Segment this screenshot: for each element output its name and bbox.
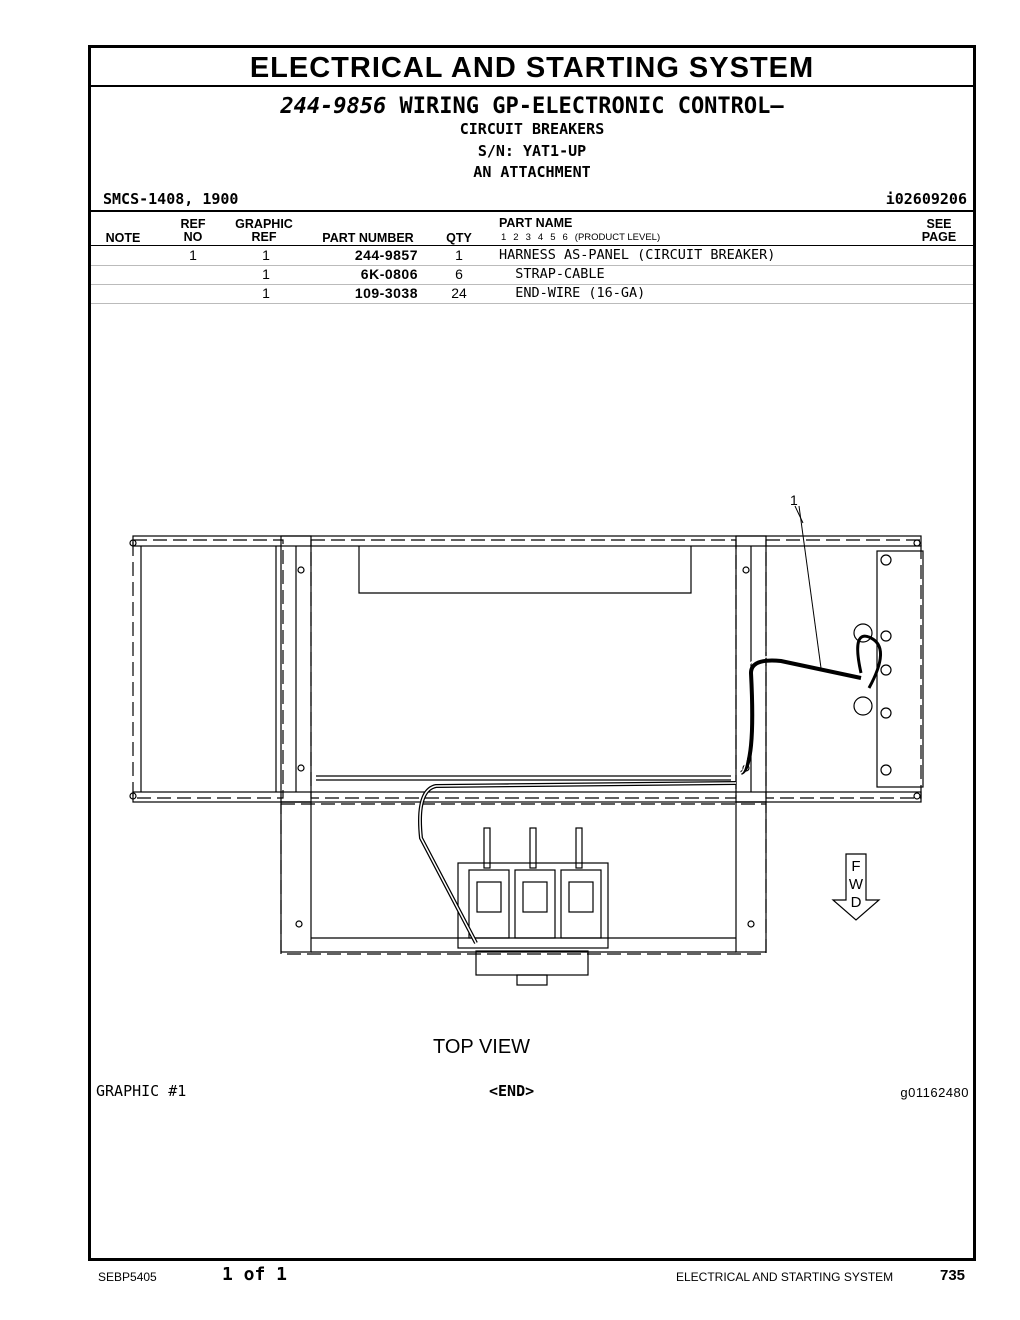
- view-label: TOP VIEW: [433, 1036, 531, 1058]
- illustration-id: i02609206: [885, 190, 967, 208]
- fwd-letter-f: F: [851, 858, 861, 875]
- part-title-number: 244-9856: [280, 94, 387, 119]
- level-1: 1: [501, 232, 507, 243]
- callout-number: 1: [790, 492, 798, 508]
- graphic-ref: 1: [262, 247, 270, 263]
- col-part-number: PART NUMBER: [322, 231, 414, 245]
- part-name: STRAP-CABLE: [499, 266, 605, 282]
- col-ref-no-line1: REF: [180, 217, 206, 231]
- graphic-label: GRAPHIC #1: [96, 1082, 187, 1100]
- fwd-letter-w: W: [848, 876, 864, 893]
- graphic-ref: 1: [262, 285, 270, 301]
- footer-section: ELECTRICAL AND STARTING SYSTEM: [676, 1270, 894, 1284]
- col-graphic-ref-line2: REF: [251, 230, 277, 244]
- col-part-name: PART NAME: [499, 216, 573, 230]
- level-4: 4: [537, 232, 544, 243]
- part-title-name: WIRING GP-ELECTRONIC CONTROL–: [399, 94, 784, 119]
- page-frame: [88, 45, 976, 1261]
- subtitle-line: CIRCUIT BREAKERS: [459, 120, 605, 138]
- footer-page-of: 1 of 1: [222, 1264, 288, 1285]
- ref-no: 1: [189, 247, 197, 263]
- part-number: 6K-0806: [360, 266, 418, 282]
- part-number: 244-9857: [354, 247, 418, 263]
- col-qty: QTY: [446, 231, 472, 245]
- quantity: 24: [451, 285, 467, 301]
- smcs-code: SMCS-1408, 1900: [103, 190, 239, 208]
- col-ref-no-line2: NO: [183, 230, 203, 244]
- quantity: 6: [455, 266, 463, 282]
- level-3: 3: [525, 232, 531, 243]
- col-see-page-line2: PAGE: [921, 230, 957, 244]
- wiring-illustration: [91, 48, 973, 1258]
- level-2: 2: [513, 232, 519, 243]
- part-name: END-WIRE (16-GA): [499, 285, 646, 301]
- footer-page-number: 735: [940, 1267, 966, 1284]
- product-level-label: (PRODUCT LEVEL): [574, 232, 661, 243]
- quantity: 1: [455, 247, 463, 263]
- serial-number-line: S/N: YAT1-UP: [477, 142, 587, 160]
- col-note: NOTE: [105, 231, 141, 245]
- part-name: HARNESS AS-PANEL (CIRCUIT BREAKER): [499, 247, 776, 263]
- section-title: ELECTRICAL AND STARTING SYSTEM: [91, 51, 973, 87]
- end-tag: <END>: [489, 1082, 535, 1100]
- graphic-id: g01162480: [900, 1085, 969, 1100]
- level-6: 6: [562, 232, 568, 243]
- level-5: 5: [550, 232, 556, 243]
- fwd-letter-d: D: [850, 894, 862, 911]
- col-see-page-line1: SEE: [926, 217, 952, 231]
- footer-doc-number: SEBP5405: [98, 1270, 157, 1284]
- part-number: 109-3038: [354, 285, 418, 301]
- attachment-line: AN ATTACHMENT: [473, 163, 591, 181]
- col-graphic-ref-line1: GRAPHIC: [235, 217, 293, 231]
- graphic-ref: 1: [262, 266, 270, 282]
